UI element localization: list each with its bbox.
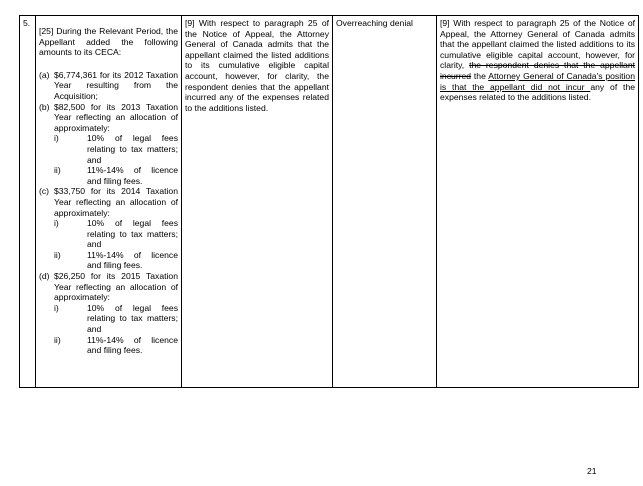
sub-item [54,335,178,356]
appellant-intro: [25] During the Relevant Period, the Appellant added the following amounts to its CECA: [39,26,178,58]
item-body [54,186,178,271]
list-item [39,70,178,102]
item-text: $26,250 for its 2015 Taxation Year reflecting an allocation of approximately: [54,271,178,303]
sub-item-label: ii) [54,165,61,176]
category-text: Overreaching denial [336,18,413,28]
sub-item-text: 10% of legal fees relating to tax matters; and [87,302,178,335]
sub-item-text: 11%-14% of licence and filing fees. [87,165,178,186]
list-item [39,102,178,187]
crown-reply-cell [182,16,333,388]
sub-item-label: i) [54,133,59,144]
item-body [54,70,178,102]
item-label: (d) [39,271,50,282]
sub-item-label: ii) [54,334,61,345]
item-label: (a) [39,69,50,80]
revised-plain-end: any of the expenses related to the additions listed. [440,81,636,103]
sub-item-text: 11%-14% of licence and filing fees. [87,334,178,356]
crown-reply-text: [9] With respect to paragraph 25 of the Notice of Appeal, the Attorney General of Canada admits that the appellant claimed the listed additions to its cumulative eligible capital account, however, for clarity, the respondent denies that the appellant incurred any of the expenses related to the additions listed. [185,18,329,113]
sub-item-label: i) [54,218,59,229]
document-table [19,15,639,388]
sub-item [54,250,178,271]
inserted-text: Attorney General of Canada's position is that the appellant did not incur [440,70,635,92]
table-row [20,16,639,388]
item-body [54,102,178,187]
sub-item [54,218,178,250]
item-text: $6,774,361 for its 2012 Taxation Year resulting from the Acquisition; [54,69,178,101]
item-label: (c) [39,186,50,197]
item-text: $82,500 for its 2013 Taxation Year reflecting an allocation of approximately: [54,101,178,133]
sub-item-text: 10% of legal fees relating to tax matters; and [87,133,178,165]
row-number-cell [20,16,36,388]
category-cell [333,16,437,388]
sub-item [54,133,178,165]
sub-item-text: 11%-14% of licence and filing fees. [87,249,178,271]
sub-item-label: ii) [54,249,61,260]
list-item [39,271,178,356]
appellant-items [39,70,178,356]
row-number: 5. [23,18,31,28]
item-body [54,271,178,356]
sub-item-label: i) [54,302,59,313]
sub-item [54,165,178,186]
appellant-cell [36,16,182,388]
list-item [39,186,178,271]
sub-item [54,303,178,335]
revised-plain-start: [9] With respect to paragraph 25 of the Notice of Appeal, the Attorney General of Canada admits that the appellant claimed the listed additions to its cumulative eligible capital account, however, for clarity, [440,18,635,71]
page-number: 21 [587,466,597,476]
struck-text: the respondent denies that the appellant incurred [440,60,636,81]
sub-item-text: 10% of legal fees relating to tax matters; and [87,218,178,250]
item-text: $33,750 for its 2014 Taxation Year reflecting an allocation of approximately: [54,186,178,218]
revised-plain-mid: the [471,70,489,81]
item-label: (b) [39,101,50,112]
revised-reply-text [440,18,635,103]
revised-reply-cell [437,16,639,388]
